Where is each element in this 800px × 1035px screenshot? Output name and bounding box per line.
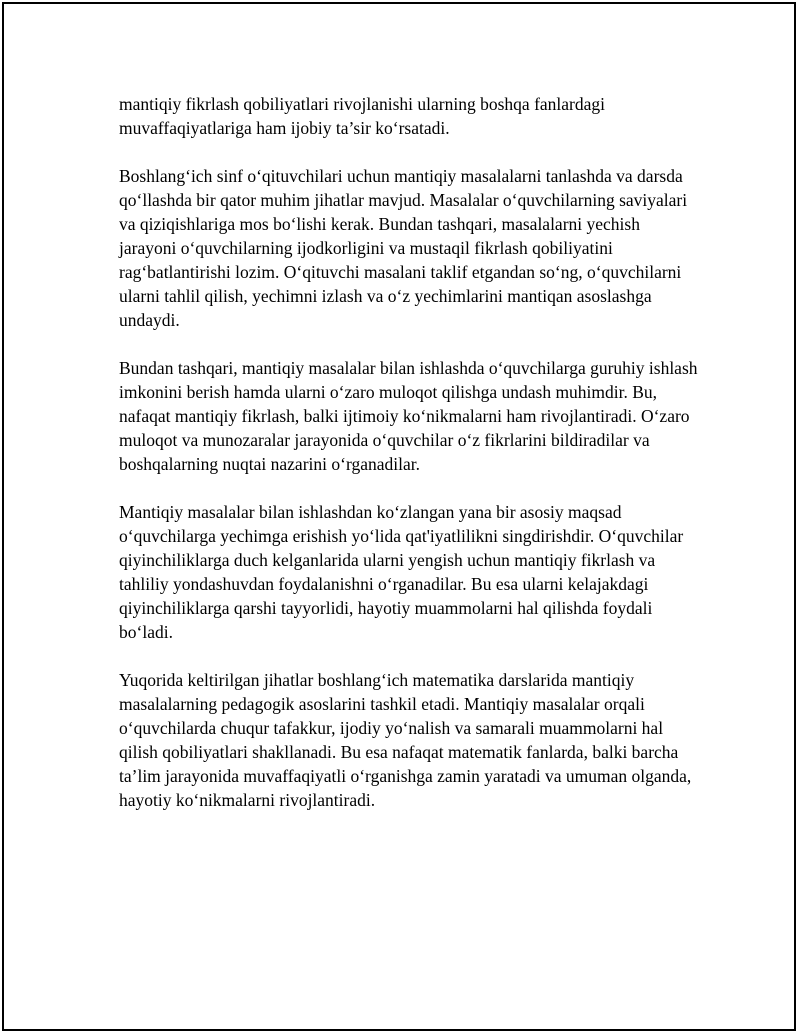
paragraph: mantiqiy fikrlash qobiliyatlari rivojlanishi ularning boshqa fanlardagi muvaffaqiyatlariga ham ijobiy ta’sir ko‘rsatadi. (119, 94, 606, 138)
document-body (119, 92, 699, 836)
paragraph: Yuqorida keltirilgan jihatlar boshlang‘ich matematika darslarida mantiqiy masalalarning pedagogik asoslarini tashkil etadi. Mantiqiy masalalar orqali o‘quvchilarda chuqur tafakkur, ijodiy yo‘nalish va samarali muammolarni hal qilish qobiliyatlari shakllanadi. Bu esa nafaqat matematik fanlarda, balki barcha ta’lim jarayonida muvaffaqiyatli o‘rganishga zamin yaratadi va umuman olganda, hayotiy ko‘nikmalarni rivojlantiradi. (119, 670, 692, 810)
paragraph: Bundan tashqari, mantiqiy masalalar bilan ishlashda o‘quvchilarga guruhiy ishlash imkonini berish hamda ularni o‘zaro muloqot qilishga undash muhimdir. Bu, nafaqat mantiqiy fikrlash, balki ijtimoiy ko‘nikmalarni ham rivojlantiradi. O‘zaro muloqot va munozaralar jarayonida o‘quvchilar o‘z fikrlarini bildiradilar va boshqalarning nuqtai nazarini o‘rganadilar. (119, 358, 698, 474)
paragraph: Boshlang‘ich sinf o‘qituvchilari uchun mantiqiy masalalarni tanlashda va darsda qo‘llashda bir qator muhim jihatlar mavjud. Masalalar o‘quvchilarning saviyalari va qiziqishlariga mos bo‘lishi kerak. Bundan tashqari, masalalarni yechish jarayoni o‘quvchilarning ijodkorligini va mustaqil fikrlash qobiliyatini rag‘batlantirishi lozim. O‘qituvchi masalani taklif etgandan so‘ng, o‘quvchilarni ularni tahlil qilish, yechimni izlash va o‘z yechimlarini mantiqan asoslashga undaydi. (119, 166, 688, 330)
paragraph: Mantiqiy masalalar bilan ishlashdan ko‘zlangan yana bir asosiy maqsad o‘quvchilarga yechimga erishish yo‘lida qat'iyatlilikni singdirishdir. O‘quvchilar qiyinchiliklarga duch kelganlarida ularni yengish uchun mantiqiy fikrlash va tahliliy yondashuvdan foydalanishni o‘rganadilar. Bu esa ularni kelajakdagi qiyinchiliklarga qarshi tayyorlidi, hayotiy muammolarni hal qilishda foydali bo‘ladi. (119, 502, 684, 642)
